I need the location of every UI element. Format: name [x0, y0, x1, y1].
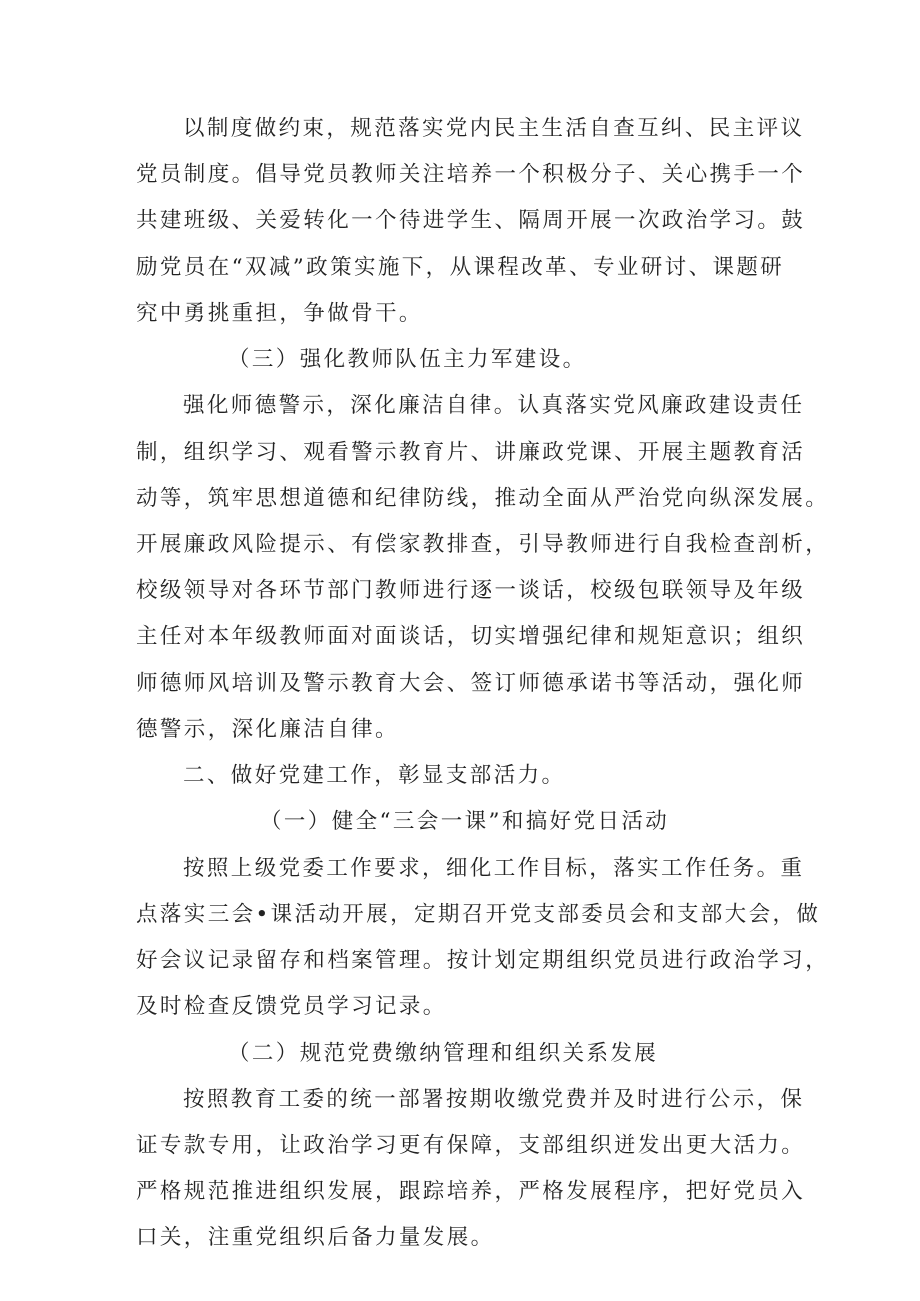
paragraph-line: 制，组织学习、观看警示教育片、讲廉政党课、开展主题教育活: [136, 440, 806, 465]
paragraph-line: 校级领导对各环节部门教师进行逐一谈话，校级包联领导及年级: [136, 578, 806, 603]
paragraph-line: 好会议记录留存和档案管理。按计划定期组织党员进行政治学习，: [136, 948, 830, 973]
paragraph-line: 党员制度。倡导党员教师关注培养一个积极分子、关心携手一个: [136, 162, 806, 187]
paragraph-line: 口关，注重党组织后备力量发展。: [136, 1225, 495, 1250]
paragraph-line: 师德师风培训及警示教育大会、签订师德承诺书等活动，强化师: [136, 671, 806, 696]
paragraph-line: 严格规范推进组织发展，跟踪培养，严格发展程序，把好党员入: [136, 1179, 806, 1204]
paragraph-line: 共建班级、关爱转化一个待进学生、隔周开展一次政治学习。鼓: [136, 208, 806, 233]
paragraph-line: 励党员在“双减”政策实施下，从课程改革、专业研讨、课题研: [136, 255, 785, 280]
paragraph-line: 开展廉政风险提示、有偿家教排查，引导教师进行自我检查剖析，: [136, 532, 830, 557]
paragraph-line: 强化师德警示，深化廉洁自律。认真落实党风廉政建设责任: [183, 393, 805, 418]
paragraph-line: 按照上级党委工作要求，细化工作目标，落实工作任务。重: [183, 856, 805, 881]
subsection-heading: （二）规范党费缴纳管理和组织关系发展: [228, 1041, 659, 1066]
subsection-heading: （一）健全“三会一课”和搞好党日活动: [260, 809, 670, 834]
paragraph-line: 及时检查反馈党员学习记录。: [136, 994, 447, 1019]
paragraph-line: 究中勇挑重担，争做骨干。: [136, 301, 423, 326]
paragraph-line: 证专款专用，让政治学习更有保障，支部组织迸发出更大活力。: [136, 1133, 806, 1158]
paragraph-line: 动等，筑牢思想道德和纪律防线，推动全面从严治党向纵深发展。: [136, 486, 830, 511]
section-heading: 二、做好党建工作，彰显支部活力。: [183, 763, 566, 788]
paragraph-line: 主任对本年级教师面对面谈话，切实增强纪律和规矩意识；组织: [136, 624, 806, 649]
section-heading: （三）强化教师队伍主力军建设。: [228, 347, 587, 372]
paragraph-line: 以制度做约束，规范落实党内民主生活自查互纠、民主评议: [183, 116, 805, 141]
paragraph-line: 按照教育工委的统一部署按期收缴党费并及时进行公示，保: [183, 1087, 805, 1112]
paragraph-line: 点落实三会•课活动开展，定期召开党支部委员会和支部大会，做: [136, 902, 821, 927]
paragraph-line: 德警示，深化廉洁自律。: [136, 717, 399, 742]
